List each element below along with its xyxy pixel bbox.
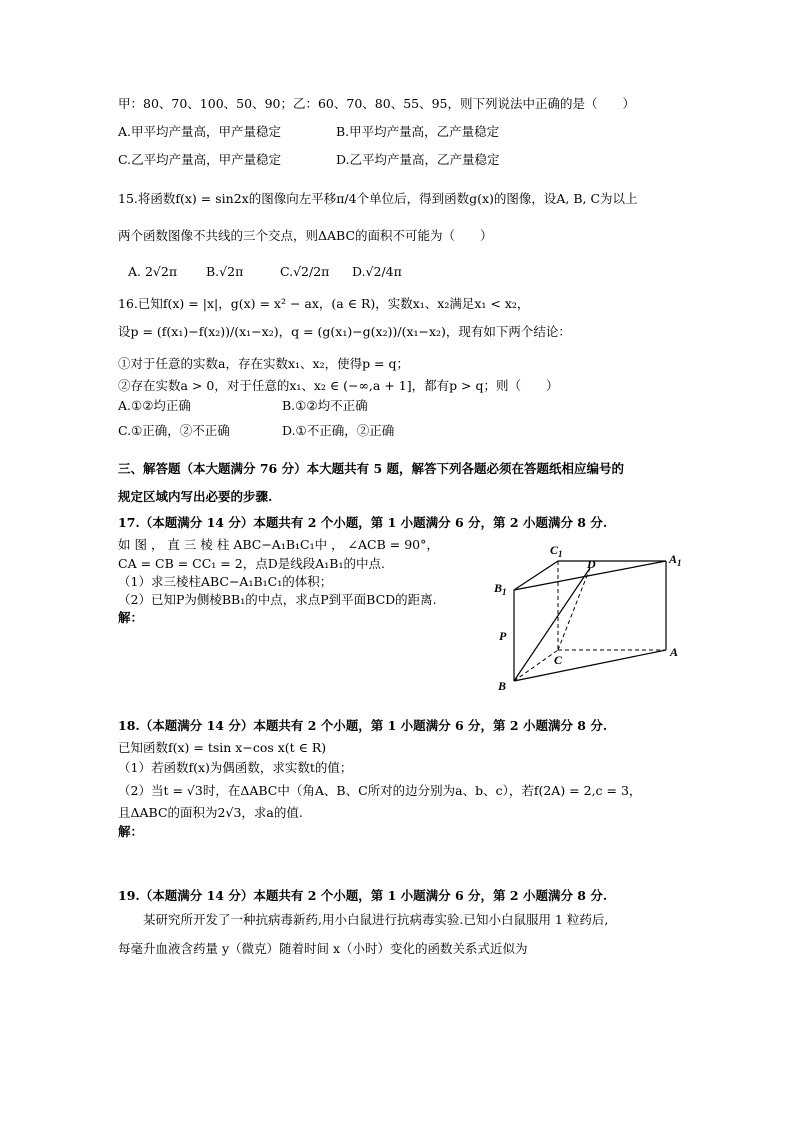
label-d: D — [587, 557, 596, 571]
q16-conclusion-1: ①对于任意的实数a，存在实数x₁、x₂，使得p = q； — [118, 356, 409, 371]
q14-option-a: A.甲平均产量高，甲产量稳定 — [118, 124, 282, 139]
label-c1: $C_1$ — [550, 543, 563, 559]
q18-line-1: 已知函数f(x) = tsin x−cos x(t ∈ R) — [118, 740, 327, 755]
q15-option-c: C.√2/2π — [280, 264, 330, 279]
q17-part-1: （1）求三棱柱ABC−A₁B₁C₁的体积； — [118, 574, 333, 589]
q15-line-1: 15.将函数f(x) = sin2x的图像向左平移π/4个单位后，得到函数g(x)的图像，设A, B, C为以上 — [118, 191, 638, 206]
q15-line-2: 两个函数图像不共线的三个交点，则ΔABC的面积不可能为（ ） — [118, 228, 493, 243]
q17-answer-label: 解： — [118, 610, 144, 625]
q16-line-1: 16.已知f(x) = |x|，g(x) = x² − ax，(a ∈ R)，实数x₁、x₂满足x₁ < x₂， — [118, 296, 530, 311]
q15-option-d: D.√2/4π — [352, 264, 402, 279]
label-a1: $A_1$ — [669, 552, 682, 568]
q18-header: 18.（本题满分 14 分）本题共有 2 个小题，第 1 小题满分 6 分，第 2 小题满分 8 分. — [118, 718, 608, 733]
q19-line-1: 某研究所开发了一种抗病毒新药,用小白鼠进行抗病毒实验.已知小白鼠服用 1 粒药后, — [118, 912, 609, 927]
q16-option-c: C.①正确，②不正确 — [118, 423, 230, 438]
label-a: A — [670, 645, 679, 659]
q14-option-c: C.乙平均产量高，甲产量稳定 — [118, 152, 282, 167]
q17-line-2: CA = CB = CC₁ = 2，点D是线段A₁B₁的中点. — [118, 556, 385, 571]
label-p: P — [499, 629, 507, 643]
q16-conclusion-2: ②存在实数a > 0，对于任意的x₁、x₂ ∈ (−∞,a + 1]，都有p > q；则（ ） — [118, 378, 559, 393]
q17-header: 17.（本题满分 14 分）本题共有 2 个小题，第 1 小题满分 6 分，第 2 小题满分 8 分. — [118, 515, 608, 530]
q18-part-2: （2）当t = √3时，在ΔABC中（角A、B、C所对的边分别为a、b、c），若f(2A) = 2,c = 3， — [118, 783, 642, 798]
q18-part-2-cont: 且ΔABC的面积为2√3，求a的值. — [118, 805, 303, 820]
q14-data-line: 甲：80、70、100、50、90；乙：60、70、80、55、95，则下列说法中正确的是（ ） — [118, 96, 636, 111]
section-3-heading-line-1: 三、解答题（本大题满分 76 分）本大题共有 5 题，解答下列各题必须在答题纸相应编号的 — [118, 461, 625, 476]
q17-line-1: 如 图 ， 直 三 棱 柱 ABC−A₁B₁C₁中 ， ∠ACB = 90°， — [118, 537, 439, 552]
q16-option-d: D.①不正确，②正确 — [282, 423, 395, 438]
q14-option-d: D.乙平均产量高，乙产量稳定 — [336, 152, 500, 167]
q18-part-1: （1）若函数f(x)为偶函数，求实数t的值； — [118, 760, 353, 775]
edge-b-a — [514, 650, 666, 681]
q17-part-2: （2）已知P为侧棱BB₁的中点，求点P到平面BCD的距离. — [118, 592, 437, 607]
label-c: C — [554, 653, 563, 667]
q14-option-b: B.甲平均产量高，乙产量稳定 — [336, 124, 500, 139]
q16-option-a: A.①②均正确 — [118, 398, 191, 413]
q18-answer-label: 解： — [118, 824, 144, 839]
q19-line-2: 每毫升血液含药量 y（微克）随着时间 x（小时）变化的函数关系式近似为 — [118, 941, 528, 956]
label-b: B — [498, 679, 507, 693]
q19-header: 19.（本题满分 14 分）本题共有 2 个小题，第 1 小题满分 6 分，第 2 小题满分 8 分. — [118, 888, 608, 903]
section-3-heading-line-2: 规定区域内写出必要的步骤. — [118, 489, 273, 504]
prism-figure — [490, 538, 690, 698]
q16-line-2: 设p = (f(x₁)−f(x₂))/(x₁−x₂)，q = (g(x₁)−g(x₂))/(x₁−x₂)，现有如下两个结论： — [118, 324, 571, 339]
q16-option-b: B.①②均不正确 — [282, 398, 368, 413]
q15-option-b: B.√2π — [206, 264, 244, 279]
segment-b-d — [514, 568, 590, 681]
q15-option-a: A. 2√2π — [128, 264, 178, 279]
label-b1: $B_1$ — [494, 581, 507, 597]
